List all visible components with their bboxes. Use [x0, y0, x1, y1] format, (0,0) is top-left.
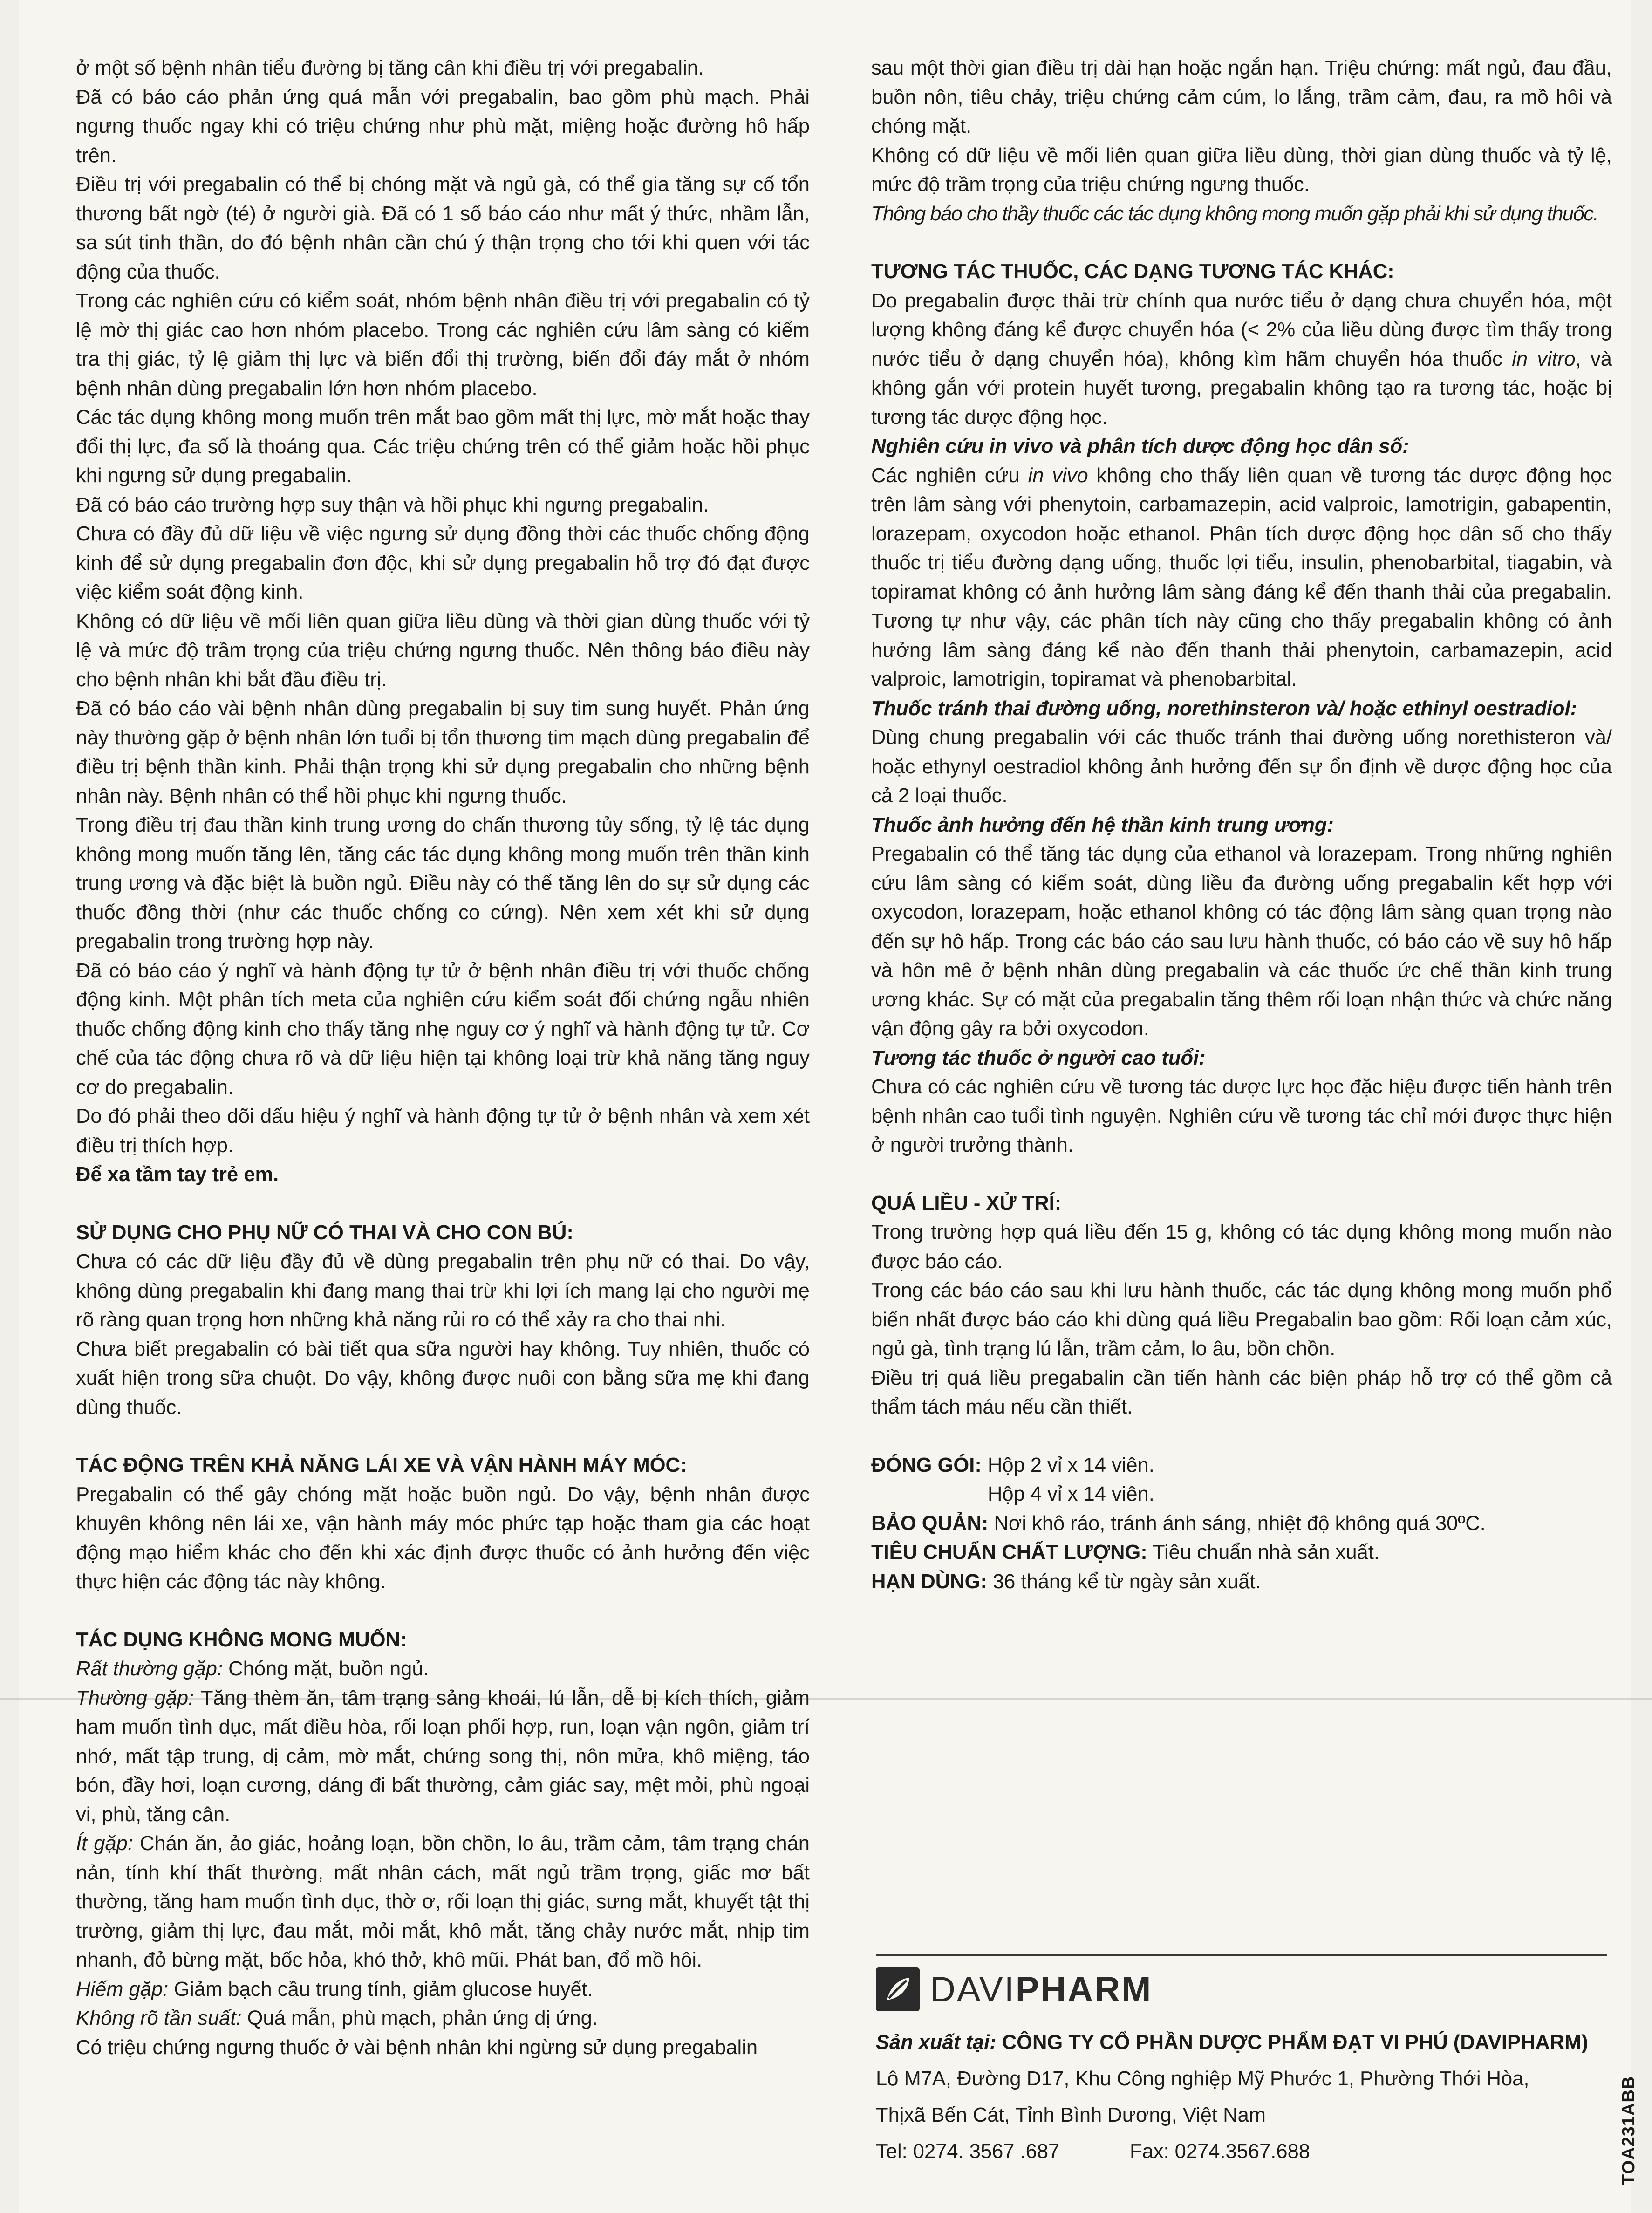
paragraph: Đã có báo cáo phản ứng quá mẫn với pregabalin, bao gồm phù mạch. Phải ngưng thuốc ngay khi có triệu chứng như phù mặt, miệng hoặc đường hô hấp trên.: [76, 86, 810, 167]
paragraph: Đã có báo cáo ý nghĩ và hành động tự tử ở bệnh nhân điều trị với thuốc chống động kinh. Một phân tích meta của nghiên cứu kiểm soát đối chứng ngẫu nhiên thuốc chống động kinh cho thấy tăng nhẹ nguy cơ ý nghĩ và hành động tự tử. Cơ chế của tác động chưa rõ và dữ liệu hiện tại không loại trừ khả năng tăng nguy cơ do pregabalin.: [76, 959, 810, 1099]
paragraph: Điều trị quá liều pregabalin cần tiến hành các biện pháp hỗ trợ có thể gồm cả thẩm tách máu nếu cần thiết.: [871, 1366, 1612, 1418]
paragraph: Trong điều trị đau thần kinh trung ương do chấn thương tủy sống, tỷ lệ tác dụng không mong muốn tăng lên, tăng các tác dụng không mong muốn trên thần kinh trung ương và đặc biệt là buồn ngủ. Điều này có thể tăng lên do sự sử dụng các thuốc đồng thời (như các thuốc chống co cứng). Nên xem xét khi sử dụng pregabalin trong trường hợp này.: [76, 814, 810, 953]
paragraph: Pregabalin có thể tăng tác dụng của ethanol và lorazepam. Trong những nghiên cứu lâm sàng có kiểm soát, dùng liều đa đường uống pregabalin kết hợp với oxycodon, lorazepam, hoặc ethanol không có tác động lâm sàng quan trọng nào đến sự hô hấp. Trong các báo cáo sau lưu hành thuốc, có báo cáo về suy hô hấp và hôn mê ở bệnh nhân dùng pregabalin và các thuốc ức chế thần kinh trung ương khác. Sự có mặt của pregabalin tăng thêm rối loạn nhận thức và chức năng vận động gây ra bởi oxycodon.: [871, 843, 1612, 1040]
frequency-label: Rất thường gặp:: [76, 1658, 223, 1680]
manufacturer-line: Sản xuất tại: CÔNG TY CỔ PHẦN DƯỢC PHẨM ĐẠT VI PHÚ (DAVIPHARM): [876, 2031, 1588, 2054]
left-column: [76, 54, 810, 2062]
paragraph: Chưa có các dữ liệu đầy đủ về dùng pregabalin trên phụ nữ có thai. Do vậy, không dùng pregabalin khi đang mang thai trừ khi lợi ích mang lại cho người mẹ rõ ràng quan trọng hơn những khả năng rủi ro có thể xảy ra cho thai nhi.: [76, 1250, 810, 1331]
paragraph: Đã có báo cáo vài bệnh nhân dùng pregabalin bị suy tim sung huyết. Phản ứng này thường gặp ở bệnh nhân lớn tuổi bị tổn thương tim mạch dùng pregabalin để điều trị bệnh thần kinh. Phải thận trọng khi sử dụng pregabalin cho những bệnh nhân này. Bệnh nhân có thể hồi phục khi ngưng thuốc.: [76, 697, 810, 807]
right-column: [871, 54, 1612, 1596]
report-note: Thông báo cho thầy thuốc các tác dụng không mong muốn gặp phải khi sử dụng thuốc.: [871, 202, 1598, 225]
paragraph: Có triệu chứng ngưng thuốc ở vài bệnh nhân khi ngừng sử dụng pregabalin: [76, 2036, 758, 2059]
adverse-item: Hiếm gặp: Giảm bạch cầu trung tính, giảm glucose huyết.: [76, 1978, 593, 2001]
document-code: TOA231ABB: [1619, 2076, 1638, 2185]
paragraph: Do pregabalin được thải trừ chính qua nước tiểu ở dạng chưa chuyển hóa, một lượng không đáng kể được chuyển hóa (< 2% của liều dùng được tìm thấy trong nước tiểu ở dạng chuyển hóa), không kìm hãm chuyển hóa thuốc in vitro, và không gắn với protein huyết tương, pregabalin không tạo ra tương tác, hoặc bị tương tác dược động học.: [871, 289, 1612, 429]
adverse-item: Thường gặp: Tăng thèm ăn, tâm trạng sảng khoái, lú lẫn, dễ bị kích thích, giảm ham muốn tình dục, mất điều hòa, rối loạn phối hợp, run, loạn vận ngôn, giảm trí nhớ, mất tập trung, dị cảm, mờ mắt, chứng song thị, nôn mửa, khô miệng, táo bón, đầy hơi, loạn cương, dáng đi bất thường, cảm giác say, mệt mỏi, phù ngoại vi, phù, tăng cân.: [76, 1687, 810, 1826]
contact-line: [876, 2133, 1607, 2170]
paragraph: Trong các báo cáo sau khi lưu hành thuốc, các tác dụng không mong muốn phổ biến nhất được báo cáo khi dùng quá liều Pregabalin bao gồm: Rối loạn cảm xúc, ngủ gà, tình trạng lú lẫn, trầm cảm, lo âu, bồn chồn.: [871, 1279, 1612, 1360]
packaging-label: ĐÓNG GÓI:: [871, 1454, 982, 1476]
storage-line: BẢO QUẢN: Nơi khô ráo, tránh ánh sáng, nhiệt độ không quá 30ºC.: [871, 1512, 1486, 1535]
logo-wordmark: DAVIPHARM: [930, 1969, 1153, 2009]
frequency-label: Ít gặp:: [76, 1832, 133, 1855]
paragraph: Chưa có đầy đủ dữ liệu về việc ngưng sử dụng đồng thời các thuốc chống động kinh để sử dụng pregabalin đơn độc, khi sử dụng pregabalin hỗ trợ đó đạt được việc kiểm soát động kinh.: [76, 523, 810, 603]
paragraph: sau một thời gian điều trị dài hạn hoặc ngắn hạn. Triệu chứng: mất ngủ, đau đầu, buồn nôn, tiêu chảy, triệu chứng cảm cúm, lo lắng, trầm cảm, đau, ra mồ hôi và chóng mặt.: [871, 57, 1612, 137]
paragraph: Điều trị với pregabalin có thể bị chóng mặt và ngủ gà, có thể gia tăng sự cố tổn thương bất ngờ (té) ở người già. Đã có 1 số báo cáo như mất ý thức, nhầm lẫn, sa sút tinh thần, do đó bệnh nhân cần chú ý thận trọng cho tới khi quen với tác động của thuốc.: [76, 173, 810, 283]
footer-divider: [876, 1954, 1607, 1956]
paragraph: Các nghiên cứu in vivo không cho thấy liên quan về tương tác dược động học trên lâm sàng với phenytoin, carbamazepin, acid valproic, lamotrigin, gabapentin, lorazepam, oxycodon hoặc ethanol. Phân tích dược động học dân số cho thấy thuốc trị tiểu đường dạng uống, thuốc lợi tiểu, insulin, phenobarbital, tiagabin, và topiramat không có ảnh hưởng lâm sàng đáng kể đến thanh thải của pregabalin. Tương tự như vậy, các phân tích này cũng cho thấy pregabalin không có ảnh hưởng lâm sàng đáng kể nào đến thanh thải phenytoin, carbamazepin, acid valproic, lamotrigin, topiramat và phenobarbital.: [871, 464, 1612, 690]
paragraph: Chưa có các nghiên cứu về tương tác dược lực học đặc hiệu được tiến hành trên bệnh nhân cao tuổi tình nguyện. Nghiên cứu về tương tác chỉ mới được thực hiện ở người trưởng thành.: [871, 1076, 1612, 1156]
packaging-line: Hộp 4 vỉ x 14 viên.: [988, 1483, 1154, 1505]
paragraph: Do đó phải theo dõi dấu hiệu ý nghĩ và hành động tự tử ở bệnh nhân và xem xét điều trị thích hợp.: [76, 1105, 810, 1157]
davipharm-logo: [876, 1964, 1152, 2015]
paragraph: Không có dữ liệu về mối liên quan giữa liều dùng, thời gian dùng thuốc và tỷ lệ, mức độ trầm trọng của triệu chứng ngưng thuốc.: [871, 144, 1612, 196]
keep-away-warning: Để xa tầm tay trẻ em.: [76, 1163, 279, 1186]
subheading: Tương tác thuốc ở người cao tuổi:: [871, 1046, 1206, 1069]
frequency-label: Không rõ tần suất:: [76, 2007, 242, 2029]
paragraph: Pregabalin có thể gây chóng mặt hoặc buồn ngủ. Do vậy, bệnh nhân được khuyên không nên lái xe, vận hành máy móc phức tạp hoặc tham gia các hoạt động mạo hiểm khác cho đến khi xác định được thuốc có ảnh hưởng đến việc thực hiện các động tác này không.: [76, 1483, 810, 1593]
address-line: Thịxã Bến Cát, Tỉnh Bình Dương, Việt Nam: [876, 2104, 1266, 2126]
paragraph: Chưa biết pregabalin có bài tiết qua sữa người hay không. Tuy nhiên, thuốc có xuất hiện trong sữa chuột. Do vậy, không được nuôi con bằng sữa mẹ khi đang dùng thuốc.: [76, 1338, 810, 1419]
subheading: Thuốc ảnh hưởng đến hệ thần kinh trung ương:: [871, 813, 1334, 836]
quality-line: TIÊU CHUẨN CHẤT LƯỢNG: Tiêu chuẩn nhà sản xuất.: [871, 1541, 1379, 1564]
paragraph: Trong các nghiên cứu có kiểm soát, nhóm bệnh nhân điều trị với pregabalin có tỷ lệ mờ thị giác cao hơn nhóm placebo. Trong các nghiên cứu lâm sàng có kiểm tra thị giác, tỷ lệ giảm thị lực và biến đổi thị trường, biến đổi đáy mắt ở nhóm bệnh nhân dùng pregabalin lớn hơn nhóm placebo.: [76, 290, 810, 400]
expiry-line: HẠN DÙNG: 36 tháng kể từ ngày sản xuất.: [871, 1570, 1261, 1593]
phone-number: Tel: 0274. 3567 .687: [876, 2140, 1060, 2163]
paragraph: Không có dữ liệu về mối liên quan giữa liều dùng và thời gian dùng thuốc với tỷ lệ và mức độ trầm trọng của triệu chứng ngưng thuốc. Nên thông báo điều này cho bệnh nhân khi bắt đầu điều trị.: [76, 610, 810, 691]
section-heading-driving: TÁC ĐỘNG TRÊN KHẢ NĂNG LÁI XE VÀ VẬN HÀNH MÁY MÓC:: [76, 1454, 687, 1476]
frequency-label: Hiếm gặp:: [76, 1978, 169, 2001]
subheading: Thuốc tránh thai đường uống, norethinsteron và/ hoặc ethinyl oestradiol:: [871, 697, 1577, 720]
packaging-line: ĐÓNG GÓI: Hộp 2 vỉ x 14 viên.: [871, 1451, 1612, 1480]
fax-number: Fax: 0274.3567.688: [1130, 2140, 1310, 2163]
paragraph: Đã có báo cáo trường hợp suy thận và hồi phục khi ngưng pregabalin.: [76, 493, 709, 516]
adverse-item: Không rõ tần suất: Quá mẫn, phù mạch, phản ứng dị ứng.: [76, 2007, 598, 2029]
manufacturer-info: [876, 2024, 1607, 2170]
paragraph: Dùng chung pregabalin với các thuốc tránh thai đường uống norethisteron và/ hoặc ethynyl oestradiol không ảnh hưởng đến sự ổn định về dược động học của cả 2 loại thuốc.: [871, 726, 1612, 807]
address-line: Lô M7A, Đường D17, Khu Công nghiệp Mỹ Phước 1, Phường Thới Hòa,: [876, 2068, 1529, 2090]
section-heading-interactions: TƯƠNG TÁC THUỐC, CÁC DẠNG TƯƠNG TÁC KHÁC:: [871, 260, 1394, 283]
subheading: Nghiên cứu in vivo và phân tích dược động học dân số:: [871, 435, 1409, 458]
adverse-item: Rất thường gặp: Chóng mặt, buồn ngủ.: [76, 1658, 429, 1680]
paragraph: ở một số bệnh nhân tiểu đường bị tăng cân khi điều trị với pregabalin.: [76, 57, 704, 79]
section-heading-pregnancy: SỬ DỤNG CHO PHỤ NỮ CÓ THAI VÀ CHO CON BÚ:: [76, 1221, 573, 1244]
leaf-icon: [876, 1967, 920, 2011]
section-heading-adverse-effects: TÁC DỤNG KHÔNG MONG MUỐN:: [76, 1628, 407, 1651]
paragraph: Các tác dụng không mong muốn trên mắt bao gồm mất thị lực, mờ mắt hoặc thay đổi thị lực, đa số là thoáng qua. Các triệu chứng trên có thể giảm hoặc hồi phục khi ngưng sử dụng pregabalin.: [76, 406, 810, 487]
paragraph: Trong trường hợp quá liều đến 15 g, không có tác dụng không mong muốn nào được báo cáo.: [871, 1221, 1612, 1273]
frequency-label: Thường gặp:: [76, 1687, 194, 1709]
adverse-item: Ít gặp: Chán ăn, ảo giác, hoảng loạn, bồn chồn, lo âu, trầm cảm, tâm trạng chán nản, tính khí thất thường, mất nhân cách, mất ngủ trầm trọng, giấc mơ bất thường, tăng ham muốn tình dục, thờ ơ, rối loạn thị giác, sưng mắt, khuyết tật thị trường, giảm thị lực, đau mắt, mỏi mắt, khô mắt, tăng chảy nước mắt, nhịp tim nhanh, đỏ bừng mặt, bốc hỏa, khó thở, khô mũi. Phát ban, đổ mồ hôi.: [76, 1832, 810, 1971]
section-heading-overdose: QUÁ LIỀU - XỬ TRÍ:: [871, 1192, 1062, 1215]
